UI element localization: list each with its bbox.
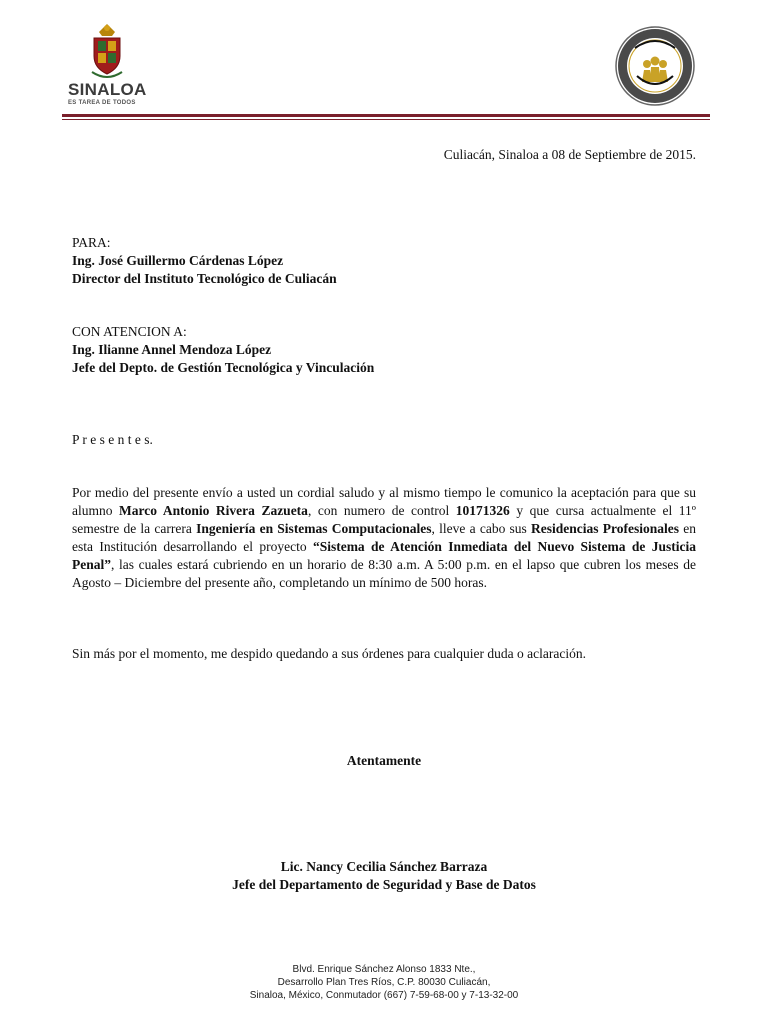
body-text-1: Por medio del presente envío a usted un cordial saludo y al mismo tiempo le comunico la aceptación para que su alumno: [72, 485, 696, 518]
attention-label: CON ATENCION A:: [72, 324, 187, 339]
control-number: 10171326: [455, 503, 510, 518]
recipient-title: Director del Instituto Tecnológico de Culiacán: [72, 271, 337, 286]
recipient-name: Ing. José Guillermo Cárdenas López: [72, 253, 284, 268]
sinaloa-logo: [68, 22, 148, 108]
institutional-seal-icon: [615, 26, 695, 106]
body-text-6: , las cuales estará cubriendo en un horario de 8:30 a.m. A 5:00 p.m. en el lapso que cubren los meses de Agosto – Diciembre del presente año, completando un mínimo de 500 horas.: [72, 557, 696, 590]
signatory-name: Lic. Nancy Cecilia Sánchez Barraza: [280, 859, 488, 874]
header-rule-thin: [62, 119, 710, 120]
body-text-5: en esta Institución desarrollando el proyecto: [72, 521, 697, 554]
body-text-4: , lleve a cabo sus: [431, 521, 532, 536]
sinaloa-tagline: ES TAREA DE TODOS: [68, 100, 136, 106]
date-line: Culiacán, Sinaloa a 08 de Septiembre de 2015.: [443, 147, 696, 162]
attention-title: Jefe del Depto. de Gestión Tecnológica y Vinculación: [72, 360, 375, 375]
coat-of-arms-icon: [90, 22, 124, 80]
footer-address-line-1: Blvd. Enrique Sánchez Alonso 1833 Nte.,: [292, 964, 476, 975]
project-name: “Sistema de Atención Inmediata del Nuevo Sistema de Justicia Penal”: [72, 539, 696, 572]
body-text-2: , con numero de control: [307, 503, 456, 518]
header-rule-thick: [62, 114, 710, 117]
salutation: Atentamente: [346, 753, 422, 768]
attention-block: [72, 323, 374, 377]
footer-address-line-3: Sinaloa, México, Conmutador (667) 7-59-68-00 y 7-13-32-00: [249, 990, 519, 1001]
body-text-3: y que cursa actualmente el 11º semestre de la carrera: [72, 503, 696, 536]
student-name: Marco Antonio Rivera Zazueta: [119, 503, 308, 518]
signatory-title: Jefe del Departamento de Seguridad y Base de Datos: [232, 877, 536, 892]
closing-line: Sin más por el momento, me despido quedando a sus órdenes para cualquier duda o aclaración.: [72, 646, 586, 661]
attention-name: Ing. Ilianne Annel Mendoza López: [72, 342, 272, 357]
presentes-line: P r e s e n t e s.: [72, 432, 153, 447]
sinaloa-wordmark: SINALOA: [68, 80, 147, 99]
footer-address-line-2: Desarrollo Plan Tres Ríos, C.P. 80030 Culiacán,: [277, 977, 491, 988]
recipient-block: [72, 234, 337, 288]
career-name: Ingeniería en Sistemas Computacionales: [196, 521, 432, 536]
body-paragraph: [72, 484, 696, 592]
recipient-label: PARA:: [72, 235, 111, 250]
program-name: Residencias Profesionales: [531, 521, 680, 536]
